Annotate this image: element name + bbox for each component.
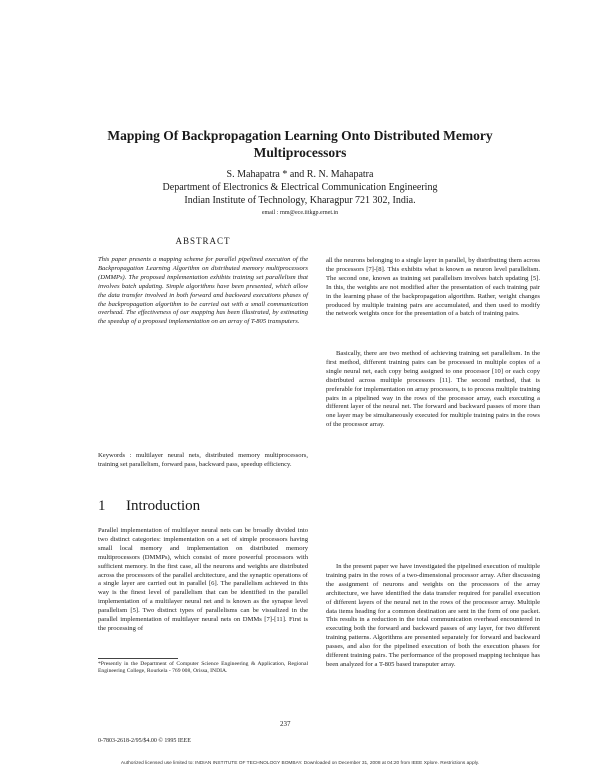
footnote: *Presently in the Department of Computer Science Engineering & Application, Regional Engineering College, Rourkela - 769 008, Orissa, INDIA. — [98, 661, 308, 675]
isbn-line: 0-7803-2618-2/95/$4.00 © 1995 IEEE — [98, 738, 191, 744]
page-number: 237 — [280, 720, 291, 728]
license-footer: Authorized licensed use limited to: INDIAN INSTITUTE OF TECHNOLOGY BOMBAY. Downloaded on December 31, 2008 at 04:20 from IEEE Xplore. Restrictions apply. — [120, 761, 480, 766]
section-number: 1 — [98, 498, 106, 514]
right-column-paragraph-3: In the present paper we have investigated the pipelined execution of multiple training pairs in the rows of a two-dimensional processor array. After discussing the assignment of neurons and weights on the processors of the array architecture, we have identified the data transfer required for parallel execution of different layers of the neural net in the rows of the processor array. Multiple data items heading for a common destination are sent in the form of one packet. This results in a reduction in the total communication overhead encountered in executing both the forward and backward passes of any layer, for two different training patterns. Algorithms are presented separately for forward and backward passes, and also for the pipelined execution of both the execution phases for different training pairs. The performance of the proposed mapping technique has been analyzed for a T-805 based transputer array. — [326, 563, 540, 668]
author-block — [60, 168, 540, 220]
keywords: Keywords : multilayer neural nets, distributed memory multiprocessors, training set parallelism, forward pass, backward pass, speedup efficiency. — [98, 452, 308, 468]
right-column-paragraph-2: Basically, there are two method of achieving training set parallelism. In the first method, different training pairs can be processed in multiple copies of a single neural net, each copy being assigned to one processor [10] or each copy distributed across multiple processors [11]. The second method, that is preferable for implementation on array processors, is to process multiple training pairs in a pipelined way in the rows of the processor array, each executing a different layer of the neural net. The forward and backward passes of more than one layer may be simultaneously executed for multiple training pairs in the rows of the processor array. — [326, 350, 540, 429]
institute: Indian Institute of Technology, Kharagpur 721 302, India. — [184, 195, 416, 206]
email: email : rnm@ece.iitkgp.ernet.in — [261, 210, 339, 216]
right-column-paragraph-1: all the neurons belonging to a single layer in parallel, by distributing them across the processors [7]-[8]. This exhibits what is known as neuron level parallelism. The second one, known as training set parallelism involves batch updating [5]. In this, the weights are not modified after the presentation of each training pair in the learning phase of the backpropagation algorithm. Rather, weight changes produced by multiple training pairs are accumulated, and then used to modify the network weights once for the presentation of a batch of training pairs. — [326, 257, 540, 318]
department: Department of Electronics & Electrical Communication Engineering — [162, 182, 438, 193]
abstract-heading: ABSTRACT — [175, 236, 231, 246]
abstract-body: This paper presents a mapping scheme for parallel pipelined execution of the Backpropagation Learning Algorithm on distributed memory multiprocessors (DMMPs). The proposed implementation exhibits training set parallelism that involves batch updating. Simple algorithms have been presented, which allow the data transfer involved in both forward and backward executions phases of the backpropagation algorithm to be carried out with a small communication overhead. The effectiveness of our mapping has been illustrated, by estimating the speedup of a proposed implementation on an array of T-805 transputers. — [98, 256, 308, 326]
section-heading-introduction — [98, 498, 200, 515]
paper-title: Mapping Of Backpropagation Learning Onto Distributed Memory Multiprocessors — [107, 128, 493, 160]
introduction-paragraph: Parallel implementation of multilayer neural nets can be broadly divided into two distinct categories: implementation on a set of simple processors having small local memory and implementation on distributed memory multiprocessors (DMMPs), which consist of more powerful processors with sufficient memory. In the first case, all the neurons and weights are distributed across the processors of the parallel architecture, and the synaptic operations of a single layer are carried out in parallel [6]. The parallelism achieved in this way is the finest level of parallelism that can be identified in the parallel implementation of a multilayer neural net and is known as the synapse level parallelism [5]. Two distinct types of parallelisms can be visualized in the parallel implementation of multilayer neural nets on DMMs [7]-[11]. First is the processing of — [98, 527, 308, 632]
footnote-rule — [98, 658, 178, 659]
section-title: Introduction — [126, 498, 201, 514]
authors: S. Mahapatra * and R. N. Mahapatra — [226, 169, 374, 180]
